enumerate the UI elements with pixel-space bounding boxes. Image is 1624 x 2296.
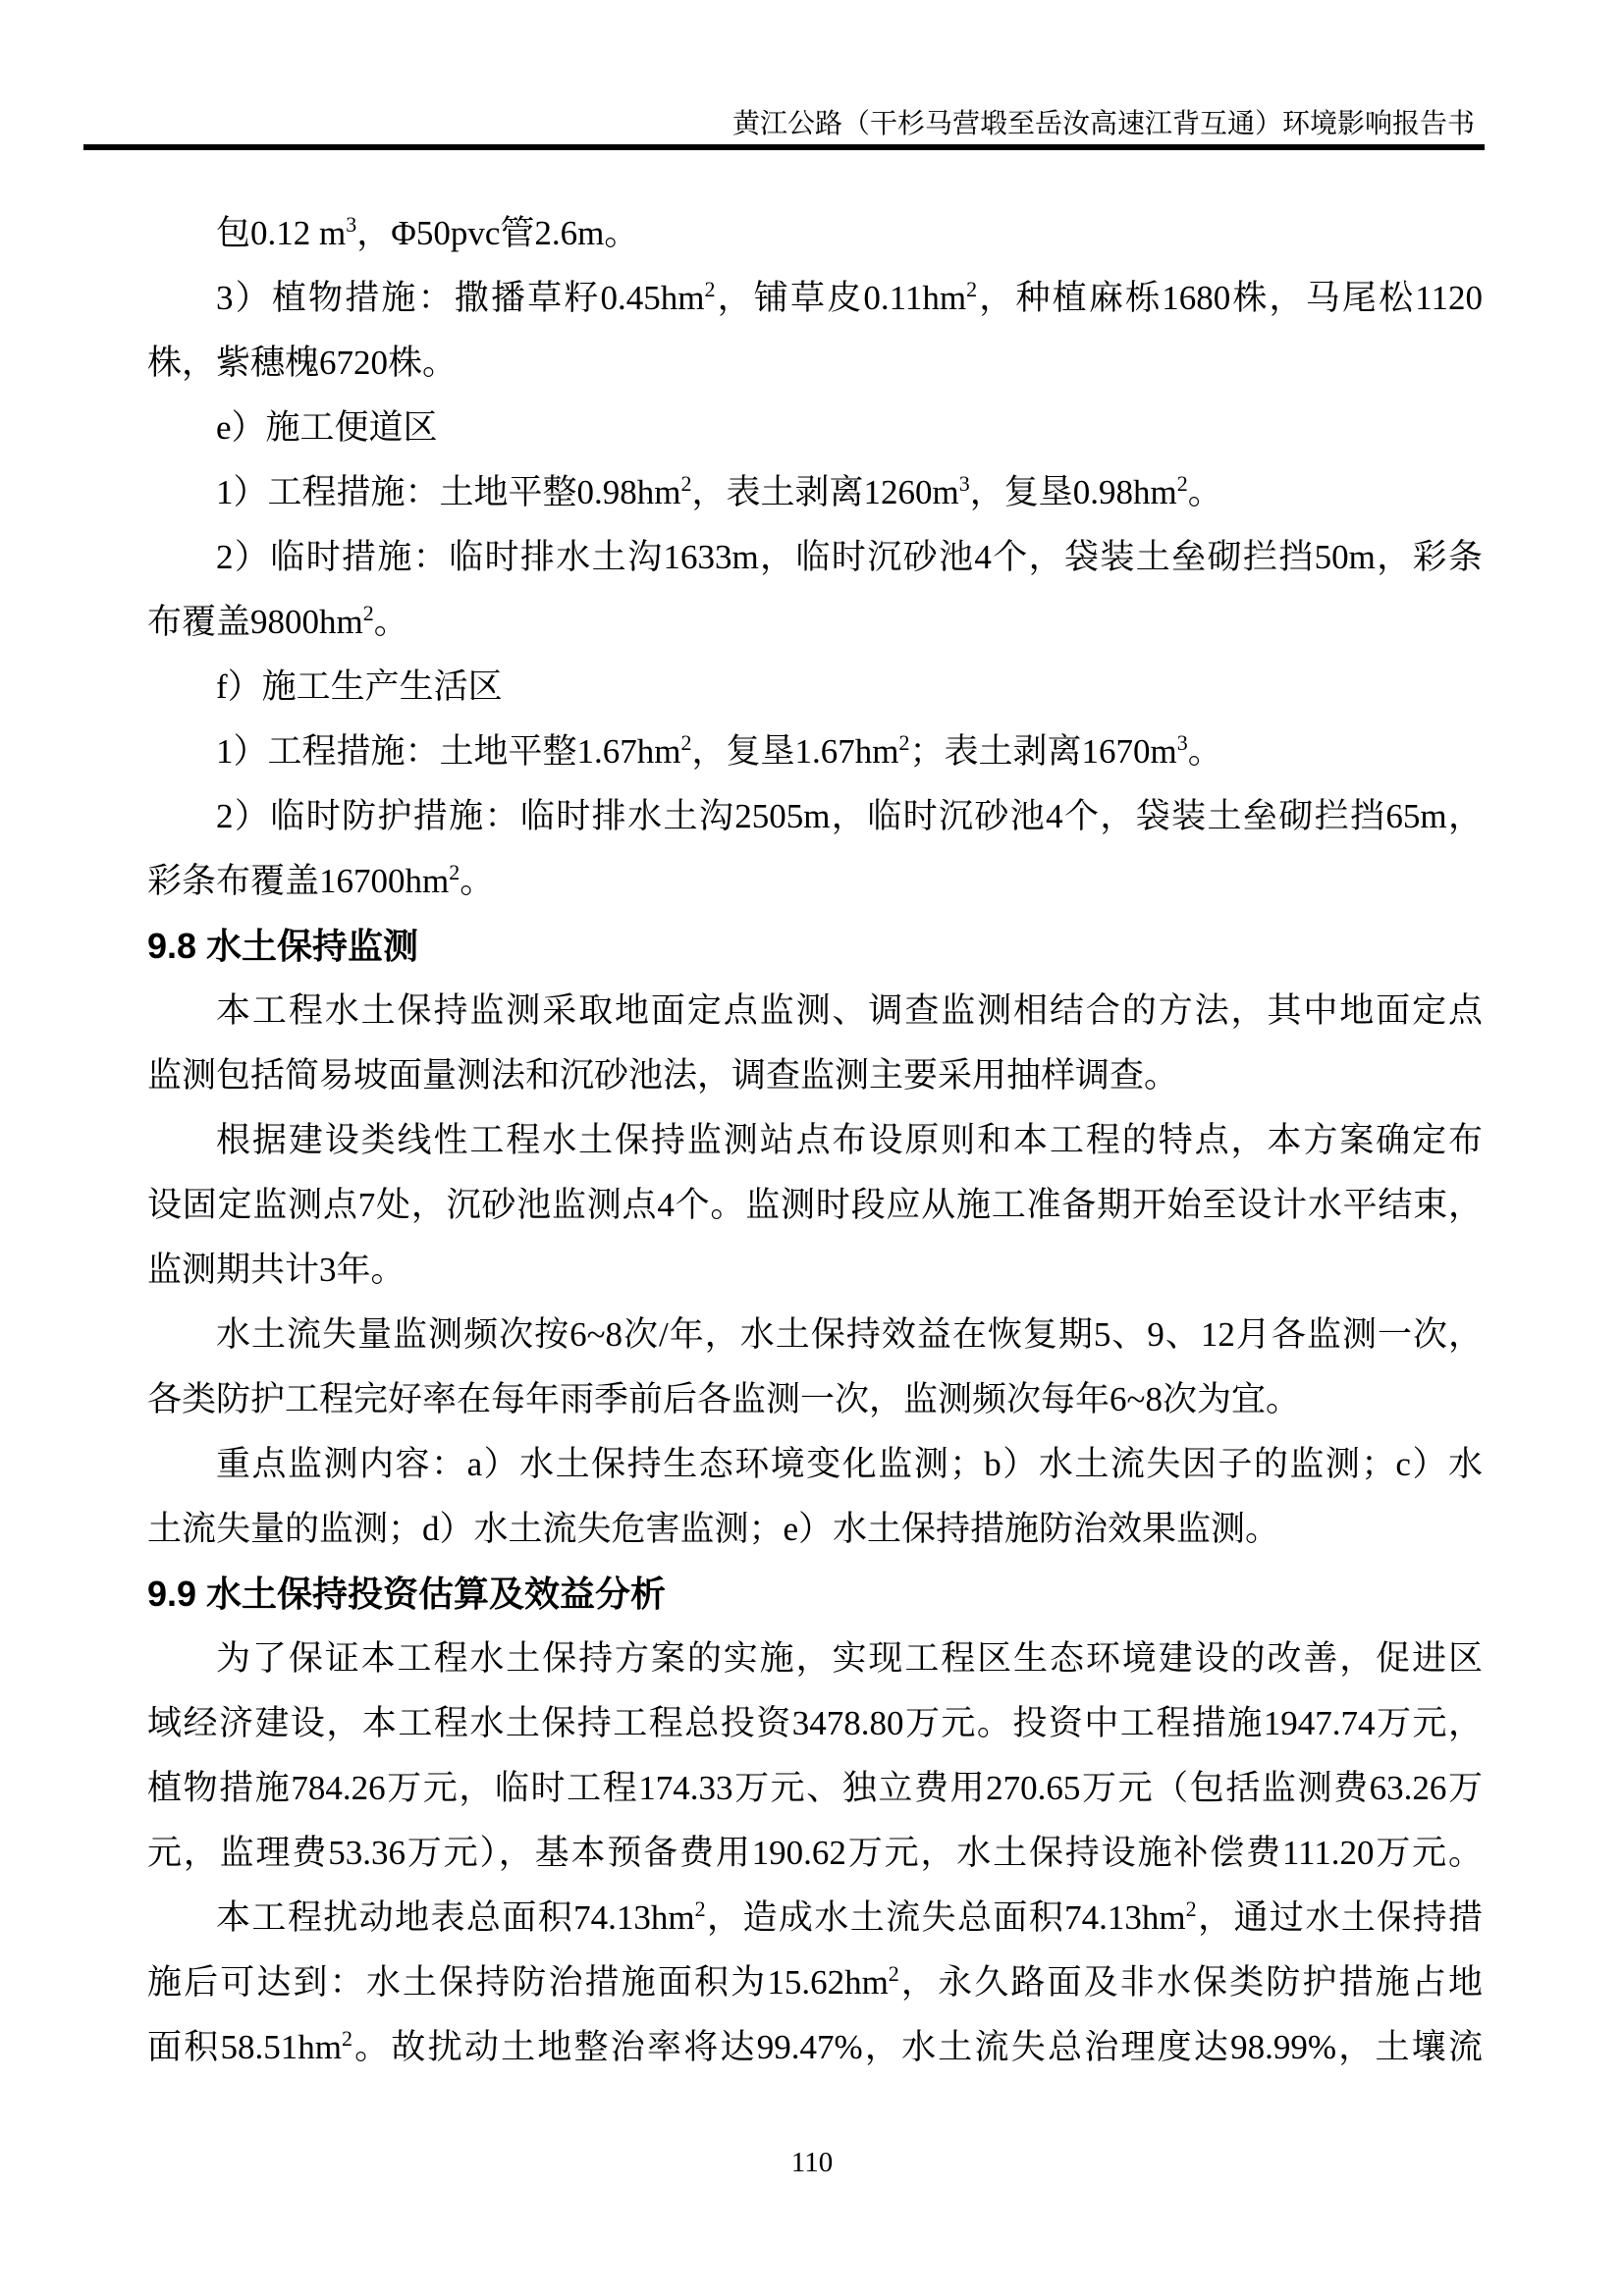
- running-header: [732, 108, 1475, 141]
- body-line: e）施工便道区: [216, 408, 438, 447]
- body-line: 重点监测内容：a）水土保持生态环境变化监测；b）水土流失因子的监测；c）水: [216, 1445, 1483, 1483]
- body-line: 监测期共计3年。: [147, 1251, 406, 1289]
- body-line: 包0.12 $m^3$，Φ50pvc管2.6m。: [216, 212, 639, 252]
- running-header-title: 黄江公路（干杉马营塅至岳汝高速江背互通）环境影响报告书: [731, 109, 1475, 139]
- body-line: 株，紫穗槐6720株。: [147, 344, 458, 382]
- page-number: 110: [790, 2147, 834, 2178]
- body-line: 彩条布覆盖$16700hm^2$。: [147, 860, 495, 900]
- body-line: 监测包括简易坡面量测法和沉砂池法，调查监测主要采用抽样调查。: [147, 1056, 1179, 1095]
- body-line: 为了保证本工程水土保持方案的实施，实现工程区生态环境建设的改善，促进区: [216, 1639, 1483, 1678]
- body-line: 各类防护工程完好率在每年雨季前后各监测一次，监测频次每年6~8次为宜。: [147, 1380, 1300, 1418]
- body-line: 本工程水土保持监测采取地面定点监测、调查监测相结合的方法，其中地面定点: [216, 991, 1483, 1030]
- section-heading: 9.8 水土保持监测: [147, 926, 419, 966]
- body-line: 设固定监测点7处，沉砂池监测点4个。监测时段应从施工准备期开始至设计水平结束，: [147, 1186, 1483, 1224]
- body-line: 2）临时措施：临时排水土沟1633m，临时沉砂池4个，袋装土垒砌拦挡50m，彩条: [216, 538, 1483, 576]
- body-line: 3）植物措施：撒播草籽$0.45hm^2$，铺草皮$0.11hm^2$，种植麻栎1680株，马尾松1120: [216, 277, 1483, 317]
- body-line: 根据建设类线性工程水土保持监测站点布设原则和本工程的特点，本方案确定布: [216, 1121, 1483, 1159]
- body-line: 施后可达到：水土保持防治措施面积为$15.62hm^2$，永久路面及非水保类防护措施占地: [147, 1961, 1483, 2002]
- body-line: 2）临时防护措施：临时排水土沟2505m，临时沉砂池4个，袋装土垒砌拦挡65m，: [216, 797, 1483, 835]
- body-line: 土流失量的监测；d）水土流失危害监测；e）水土保持措施防治效果监测。: [147, 1510, 1280, 1548]
- body-line: f）施工生产生活区: [216, 667, 503, 706]
- body-line: 植物措施784.26万元，临时工程174.33万元、独立费用270.65万元（包括监测费63.26万: [147, 1769, 1483, 1807]
- body-line: 1）工程措施：土地平整$1.67hm^2$，复垦$1.67hm^2$；表土剥离$1670m^3$。: [216, 730, 1222, 771]
- body-line: 域经济建设，本工程水土保持工程总投资3478.80万元。投资中工程措施1947.74万元，: [147, 1704, 1483, 1742]
- body-line: 面积$58.51hm^2$。故扰动土地整治率将达99.47%，水土流失总治理度达98.99%，土壤流: [147, 2026, 1483, 2066]
- document-body: [147, 201, 1483, 2080]
- body-line: 本工程扰动地表总面积$74.13hm^2$，造成水土流失总面积$74.13hm^2$，通过水土保持措: [216, 1896, 1483, 1937]
- header-rule: [83, 144, 1485, 150]
- section-heading: 9.9 水土保持投资估算及效益分析: [147, 1574, 667, 1614]
- body-line: 水土流失量监测频次按6~8次/年，水土保持效益在恢复期5、9、12月各监测一次，: [216, 1315, 1483, 1354]
- body-line: 1）工程措施：土地平整$0.98hm^2$，表土剥离$1260m^3$，复垦$0.98hm^2$。: [216, 471, 1222, 511]
- body-line: 元，监理费53.36万元），基本预备费用190.62万元，水土保持设施补偿费111.20万元。: [147, 1834, 1483, 1872]
- body-line: 布覆盖$9800hm^2$。: [147, 601, 408, 641]
